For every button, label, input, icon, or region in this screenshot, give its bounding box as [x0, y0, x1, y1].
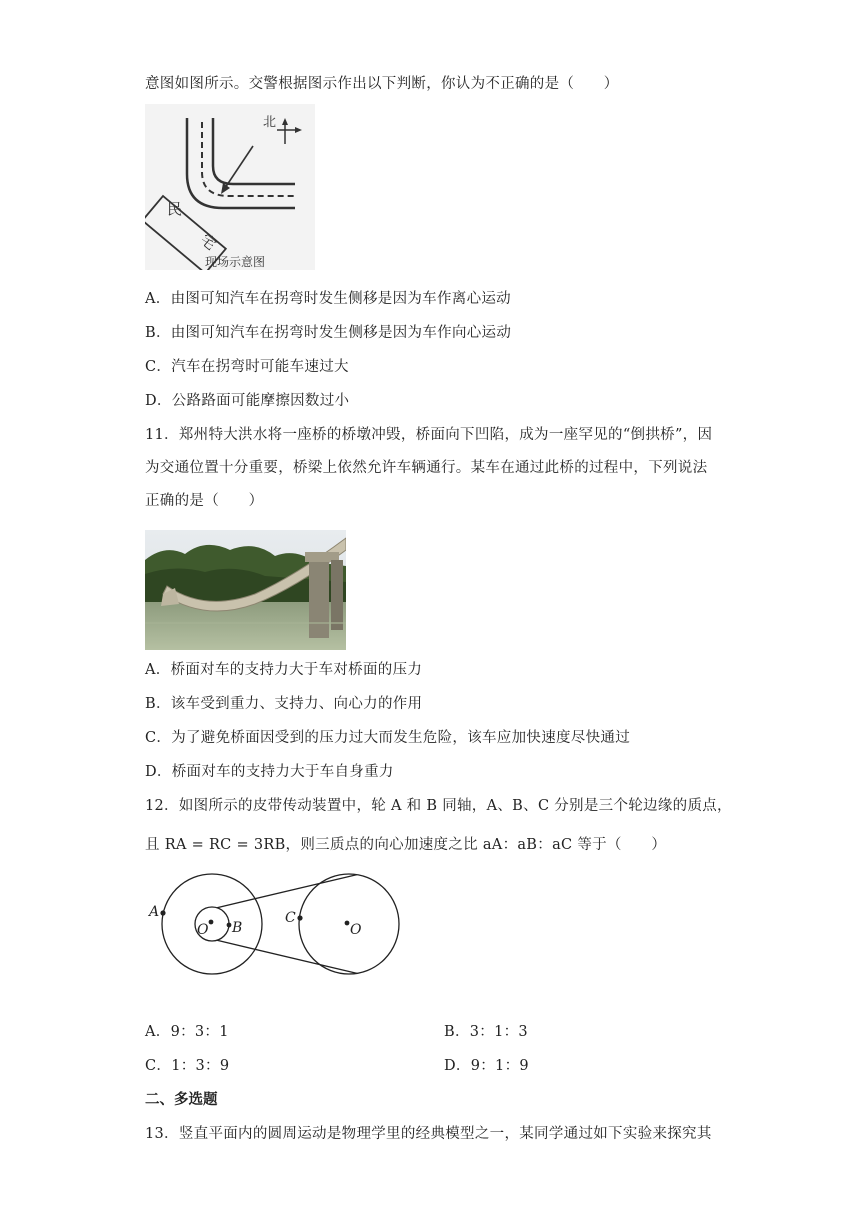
q10-stem: 意图如图所示。交警根据图示作出以下判断，你认为不正确的是（ ） — [145, 76, 619, 92]
q10-option-a: A．由图可知汽车在拐弯时发生侧移是因为车作离心运动 — [145, 291, 511, 307]
q12-option-b: B．3：1：3 — [444, 1024, 528, 1040]
belt-drive-figure — [145, 868, 405, 980]
point-a — [160, 910, 165, 915]
house-char-2: 宅 — [196, 230, 220, 254]
q11-option-c: C．为了避免桥面因受到的压力过大而发生危险，该车应加快速度尽快通过 — [145, 730, 630, 746]
q13-stem: 13．竖直平面内的圆周运动是物理学里的经典模型之一，某同学通过如下实验来探究其 — [145, 1126, 712, 1142]
center-o1 — [209, 920, 214, 925]
center-o2 — [345, 921, 350, 926]
q10-option-b: B．由图可知汽车在拐弯时发生侧移是因为车作向心运动 — [145, 325, 512, 341]
q12-option-d: D．9：1：9 — [444, 1058, 529, 1074]
inverted-arch-bridge-photo — [145, 530, 346, 650]
q11-stem-line-1: 11．郑州特大洪水将一座桥的桥墩冲毁，桥面向下凹陷，成为一座罕见的“倒拱桥”，因 — [145, 427, 713, 443]
label-o1: O — [197, 922, 209, 938]
q12-option-a: A．9：3：1 — [145, 1024, 229, 1040]
q11-option-d: D．桥面对车的支持力大于车自身重力 — [145, 764, 394, 780]
label-o2: O — [350, 922, 362, 938]
north-label: 北 — [263, 115, 277, 130]
belt-bottom — [217, 940, 357, 973]
label-b: B — [232, 920, 243, 936]
q11-stem-line-2: 为交通位置十分重要，桥梁上依然允许车辆通行。某车在通过此桥的过程中，下列说法 — [145, 460, 708, 476]
section-title: 二、多选题 — [145, 1092, 218, 1108]
q11-stem-line-3: 正确的是（ ） — [145, 493, 264, 509]
q11-option-b: B．该车受到重力、支持力、向心力的作用 — [145, 696, 423, 712]
belt-top — [217, 875, 357, 908]
label-a: A — [149, 904, 160, 920]
house-char-1: 民 — [167, 200, 183, 218]
q12-stem-line-1: 12．如图所示的皮带传动装置中，轮 A 和 B 同轴，A、B、C 分别是三个轮边缘的质点， — [145, 798, 732, 814]
q11-option-a: A．桥面对车的支持力大于车对桥面的压力 — [145, 662, 423, 678]
q12-stem-line-2: 且 RA = RC = 3RB，则三质点的向心加速度之比 aA：aB：aC 等于（ ） — [145, 837, 667, 853]
figure-caption: 现场示意图 — [205, 255, 266, 269]
q10-option-d: D．公路路面可能摩擦因数过小 — [145, 393, 350, 409]
point-b — [227, 923, 232, 928]
point-c — [297, 915, 302, 920]
accident-scene-figure — [145, 104, 315, 270]
q12-option-c: C．1：3：9 — [145, 1058, 230, 1074]
q10-option-c: C．汽车在拐弯时可能车速过大 — [145, 359, 349, 375]
label-c: C — [285, 910, 296, 926]
